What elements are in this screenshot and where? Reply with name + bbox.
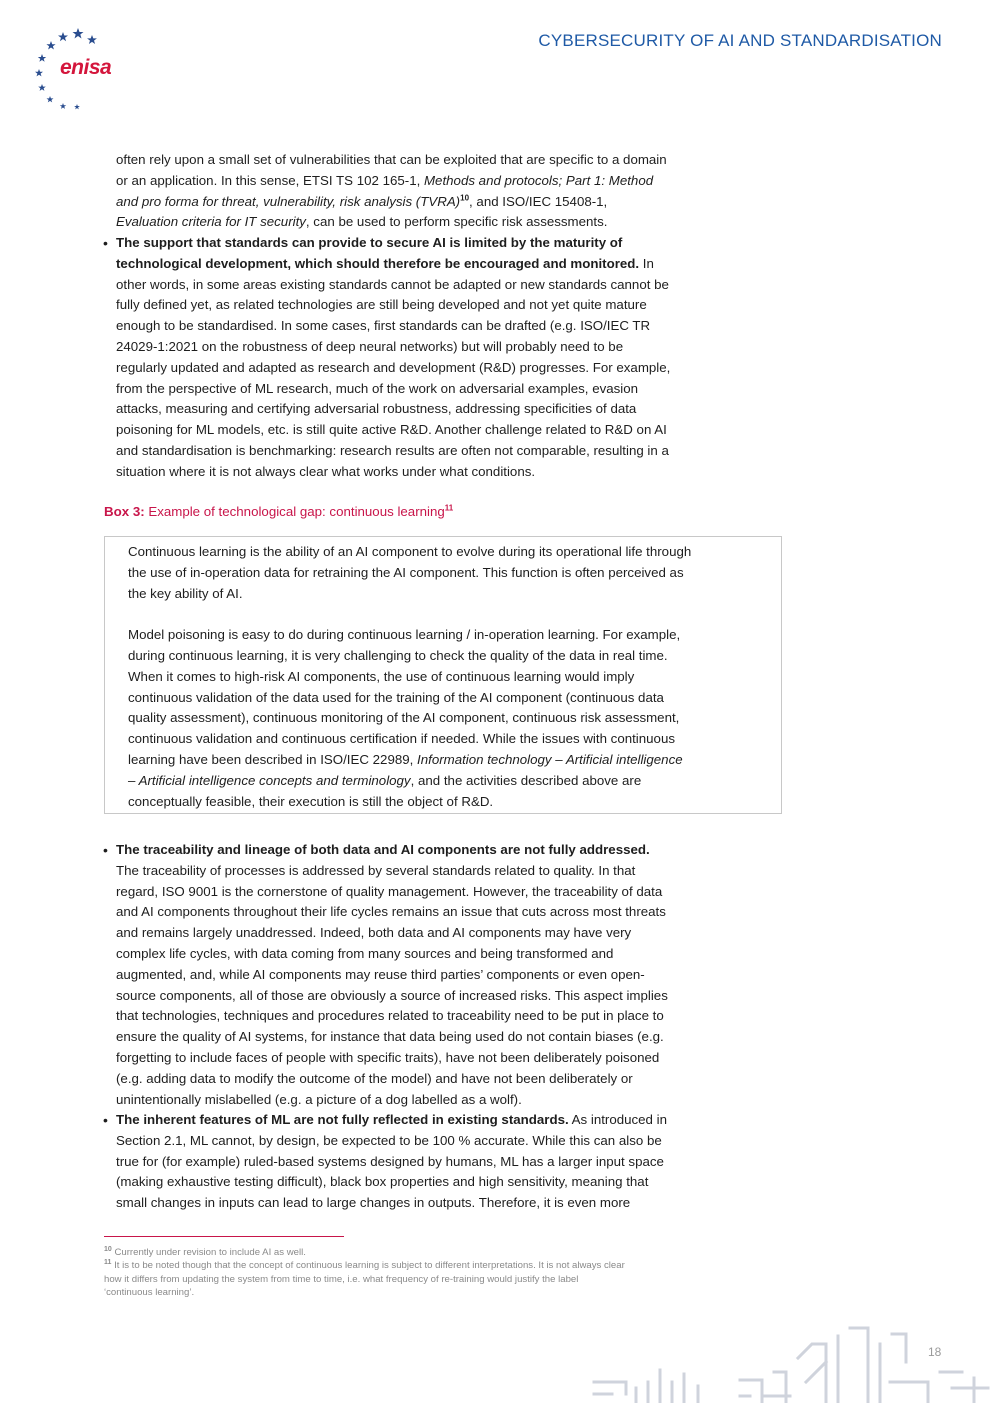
text-line: Model poisoning is easy to do during continuous learning / in-operation learning. For example, [128,627,681,643]
footnote-11: $^{11}$ It is to be noted though that the concept of continuous learning is subject to different interpretations. It is not always clear [104,1259,625,1272]
text-line: (e.g. adding data to modify the outcome of the model) and have not been deliberately or [116,1070,633,1086]
text-line: (making exhaustive testing difficult), black box properties and high sensitivity, meaning that [116,1174,649,1190]
text-line: quality assessment), continuous monitoring of the AI component, continuous risk assessment, [128,710,680,726]
footnote-11-line: ‘continuous learning’. [104,1287,195,1299]
text-line: poisoning for ML models, etc. is still quite active R&D. Another challenge related to R&D on AI [116,422,667,438]
page-number: 18 [928,1345,942,1359]
intro-paragraph [116,150,746,233]
box-title-text: Example of technological gap: continuous learning [144,504,445,519]
footnote-ref-11: 11 [444,503,454,513]
list-item-heading: • The inherent features of ML are not fully reflected in existing standards. As introduced in [116,1110,746,1131]
circuit-pattern-icon [590,1322,992,1403]
text-line: unintentionally mislabelled (e.g. a picture of a dog labelled as a wolf). [116,1091,522,1107]
text-line: other words, in some areas existing standards cannot be adapted or new standards cannot be [116,276,669,292]
example-box [104,536,782,814]
footnotes [104,1246,744,1300]
text-line: learning have been described in ISO/IEC 22989, Information technology – Artificial intelligence [128,751,683,767]
text-line: Section 2.1, ML cannot, by design, be expected to be 100 % accurate. While this can also be [116,1132,662,1148]
text-line: situation where it is not always clear what works under what conditions. [116,463,536,479]
logo-wordmark: enisa [60,56,112,79]
box-caption [104,504,453,519]
footnote-ref-10: 10 [460,193,470,203]
text-line: continuous validation and continuous certification if needed. While the issues with continuous [128,731,675,747]
text-line: Evaluation criteria for IT security, can be used to perform specific risk assessments. [116,214,608,230]
text-line: ensure the quality of AI systems, for instance that data being used do not contain biases (e.g. [116,1029,664,1045]
text-line: source components, all of those are obviously a source of increased risks. This aspect implies [116,987,668,1003]
text-line: The traceability of processes is addressed by several standards related to quality. In that [116,862,636,878]
text-line: 24029-1:2021 on the robustness of deep neural networks) but will probably need to be [116,338,624,354]
footnote-11-line: how it differs from updating the system from time to time, i.e. what frequency of re-training would justify the label [104,1273,579,1285]
text-line: attacks, measuring and certifying adversarial robustness, addressing specificities of data [116,401,637,417]
text-line: – Artificial intelligence concepts and terminology, and the activities described above are [128,772,642,788]
text-line: fully defined yet, as related technologies are still being developed and not yet quite mature [116,297,647,313]
text-line: the use of in-operation data for retraining the AI component. This function is often perceived as [128,564,684,580]
list-item-heading: • The traceability and lineage of both data and AI components are not fully addressed. [116,840,746,861]
text-line: or an application. In this sense, ETSI TS 102 165-1, Methods and protocols; Part 1: Method [116,172,654,188]
text-line: true for (for example) ruled-based systems designed by humans, ML has a larger input space [116,1153,664,1169]
text-line: When it comes to high-risk AI components, the use of continuous learning would imply [128,668,635,684]
text-line: during continuous learning, it is very challenging to check the quality of the data in real time. [128,647,668,663]
bullet-traceability [116,840,746,1110]
text-line: from the perspective of ML research, much of the work on adversarial examples, evasion [116,380,639,396]
text-line: that technologies, techniques and procedures related to traceability need to be put in place to [116,1008,664,1024]
text-line: enough to be standardised. In some cases, first standards can be drafted (e.g. ISO/IEC TR [116,318,651,334]
list-item-heading: • The support that standards can provide to secure AI is limited by the maturity of [116,233,746,254]
text-line: and remains largely unaddressed. Indeed, both data and AI components may have very [116,925,632,941]
text-line: augmented, and, while AI components may reuse third parties’ components or even open- [116,966,645,982]
box-label: Box 3: [104,504,145,519]
text-line: regularly updated and adapted as research and development (R&D) progresses. For example, [116,359,671,375]
text-line: small changes in inputs can lead to large changes in outputs. Therefore, it is even more [116,1195,631,1211]
footnote-divider [104,1236,344,1237]
text-line: regard, ISO 9001 is the cornerstone of quality management. However, the traceability of data [116,883,663,899]
text-line: often rely upon a small set of vulnerabilities that can be exploited that are specific to a domain [116,152,667,167]
text-line: complex life cycles, with data coming from many sources and being transformed and [116,945,614,961]
bullet-ml-features [116,1110,746,1214]
text-line: technological development, which should therefore be encouraged and monitored. In [116,255,654,271]
text-line: forgetting to include faces of people with specific traits), have not been deliberately poisoned [116,1049,660,1065]
text-line: Continuous learning is the ability of an AI component to evolve during its operational life through [128,544,692,559]
text-line: the key ability of AI. [128,585,243,601]
text-line: and AI components throughout their life cycles remains an issue that cuts across most threats [116,904,666,920]
footnote-10: $^{10}$ Currently under revision to include AI as well. [104,1245,306,1258]
text-line: and pro forma for threat, vulnerability, risk analysis (TVRA)$^{10}$, and ISO/IEC 15408-1, [116,193,608,209]
text-line: conceptually feasible, their execution is still the object of R&D. [128,793,494,809]
document-title: CYBERSECURITY OF AI AND STANDARDISATION [538,31,942,50]
bullet-standards-maturity [116,233,746,483]
text-line: continuous validation of the data used for the training of the AI component (continuous data [128,689,664,705]
text-line: and standardisation is benchmarking: research results are often not comparable, resulting in a [116,442,669,458]
